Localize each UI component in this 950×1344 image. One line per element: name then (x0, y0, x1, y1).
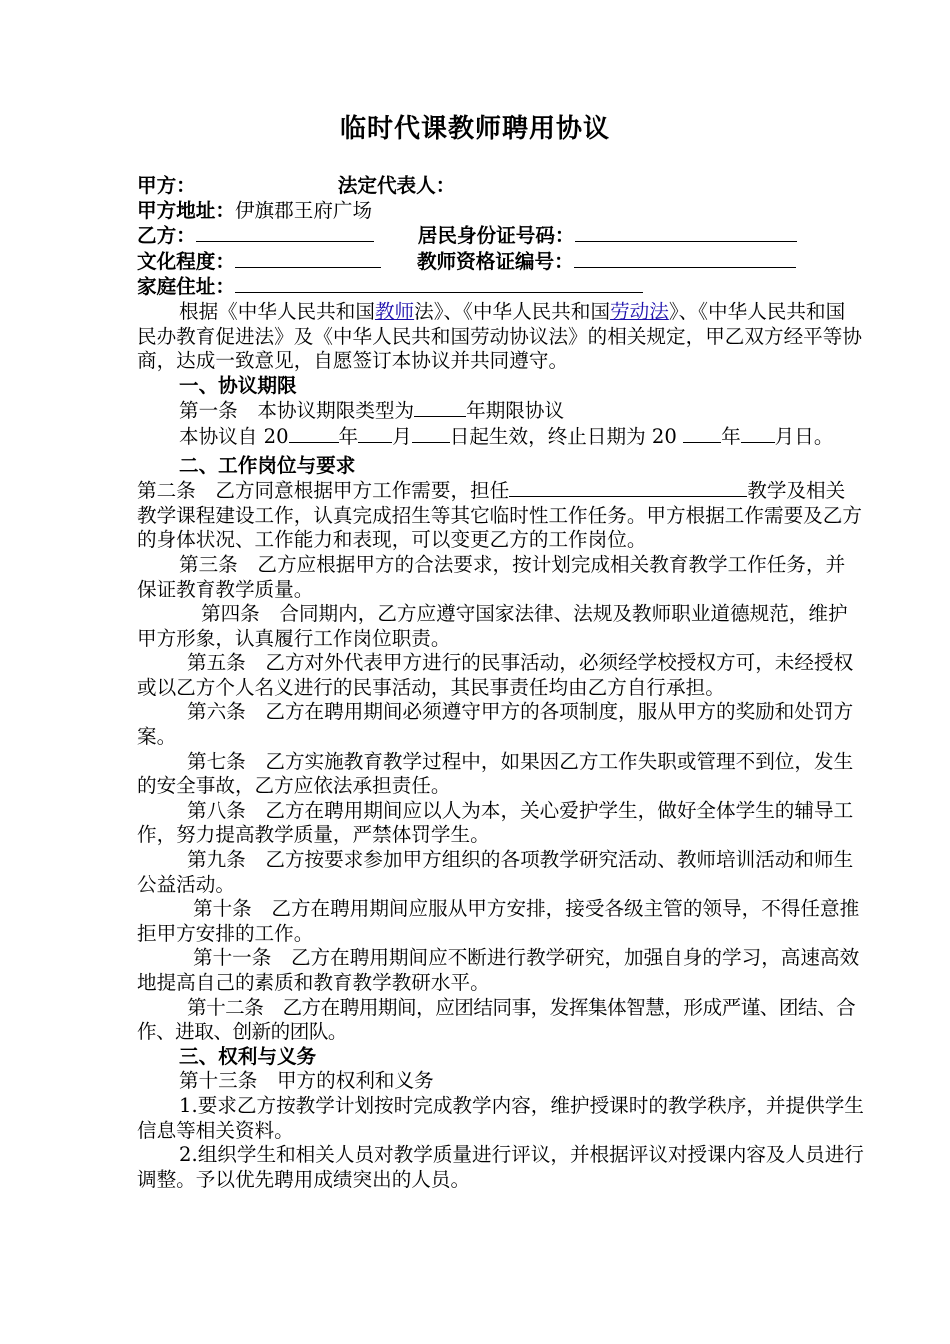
date-text-a: 本协议自 20 (179, 424, 289, 448)
id-number-blank[interactable] (575, 223, 797, 242)
section-2-heading: 二、工作岗位与要求 (179, 453, 356, 477)
article-4: 第四条 合同期内，乙方应遵守国家法律、法规及教师职业道德规范，维护甲方形象，认真履行工作岗位职责。 (137, 602, 848, 650)
party-b-label: 乙方： (137, 224, 196, 248)
legal-rep-label: 法定代表人： (337, 174, 456, 197)
party-a-address-line (137, 199, 864, 224)
labor-law-link[interactable]: 劳动法 (610, 299, 669, 323)
date-text-e: 年 (721, 424, 741, 448)
education-blank[interactable] (235, 249, 381, 268)
article-2-text-a: 第二条 乙方同意根据甲方工作需要，担任 (137, 479, 510, 503)
party-a-address-value: 伊旗郡王府广场 (234, 198, 373, 222)
intro-text-3: 》、《中华人民共和国民办教育促进法》及《中华人民共和国劳动协议法》的相关规定，甲乙双方经平等协商，达成一致意见，自愿签订本协议并共同遵守。 (137, 299, 862, 373)
party-a-line (137, 174, 864, 199)
list-item: 2.组织学生和相关人员对教学质量进行评议，并根据评议对授课内容及人员进行调整。予以优先聘用成绩突出的人员。 (137, 1143, 864, 1191)
party-b-blank[interactable] (196, 223, 374, 242)
effective-date-line (137, 424, 864, 450)
document-title: 临时代课教师聘用协议 (339, 114, 610, 144)
date-text-c: 月 (392, 424, 412, 448)
date-text-g: 日。 (794, 424, 834, 448)
article-10: 第十条 乙方在聘用期间应服从甲方安排，接受各级主管的领导，不得任意推拒甲方安排的工作。 (137, 897, 860, 945)
party-a-label: 甲方： (137, 174, 196, 197)
start-day-blank[interactable] (412, 424, 450, 443)
party-a-address-label: 甲方地址： (137, 198, 235, 222)
article-7: 第七条 乙方实施教育教学过程中，如果因乙方工作失职或管理不到位，发生的安全事故，乙方应依法承担责任。 (137, 749, 854, 798)
list-item: 1.要求乙方按教学计划按时完成教学内容，维护授课时的教学秩序，并提供学生信息等相关资料。 (137, 1093, 864, 1142)
article-9: 第九条 乙方按要求参加甲方组织的各项教学研究活动、教师培训活动和师生公益活动。 (137, 848, 854, 896)
article-2-text-b: 教学及相关教学课程建设工作，认真完成招生等其它临时性工作任务。甲方根据工作需要及乙方的身体状况、工作能力和表现，可以变更乙方的工作岗位。 (137, 479, 862, 552)
article-13: 第十三条 甲方的权利和义务 (179, 1069, 434, 1093)
education-label: 文化程度： (137, 249, 235, 273)
start-month-blank[interactable] (358, 424, 392, 443)
intro-paragraph (137, 300, 864, 374)
home-address-blank[interactable] (235, 274, 643, 293)
position-blank[interactable] (509, 478, 747, 497)
term-years-blank[interactable] (414, 398, 466, 417)
intro-text-2: 法》、《中华人民共和国 (414, 299, 611, 323)
end-month-blank[interactable] (741, 424, 775, 443)
article-1 (137, 398, 864, 424)
article-11: 第十一条 乙方在聘用期间应不断进行教学研究，加强自身的学习，高速高效地提高自己的素质和教育教学教研水平。 (137, 946, 860, 994)
party-b-line (137, 223, 864, 249)
home-address-label: 家庭住址： (137, 275, 235, 299)
article-12: 第十二条 乙方在聘用期间，应团结同事，发挥集体智慧，形成严谨、团结、合作、进取、创新的团队。 (137, 995, 856, 1044)
date-text-f: 月 (774, 424, 795, 448)
home-address-line (137, 274, 864, 300)
article-8: 第八条 乙方在聘用期间应以人为本，关心爱护学生，做好全体学生的辅导工作，努力提高教学质量，严禁体罚学生。 (137, 798, 854, 847)
date-text-b: 年 (338, 424, 359, 448)
article-3: 第三条 乙方应根据甲方的合法要求，按计划完成相关教育教学工作任务，并保证教育教学质量。 (137, 552, 846, 601)
end-year-blank[interactable] (683, 424, 721, 443)
date-text-d: 日起生效，终止日期为 20 (449, 424, 684, 448)
article-5: 第五条 乙方对外代表甲方进行的民事活动，必须经学校授权方可，未经授权或以乙方个人名义进行的民事活动，其民事责任均由乙方自行承担。 (137, 651, 854, 699)
article-1-text: 第一条 本协议期限类型为 (179, 399, 415, 423)
intro-text-1: 根据《中华人民共和国 (179, 299, 375, 323)
section-3-heading: 三、权利与义务 (179, 1044, 317, 1068)
article-6: 第六条 乙方在聘用期间必须遵守甲方的各项制度，服从甲方的奖励和处罚方案。 (137, 700, 854, 749)
teacher-cert-blank[interactable] (574, 249, 796, 268)
education-line (137, 249, 864, 275)
article-2 (137, 478, 864, 553)
article-1-suffix: 年期限协议 (466, 399, 565, 423)
document-body (137, 174, 864, 1192)
section-1-heading: 一、协议期限 (179, 373, 297, 397)
id-number-label: 居民身份证号码： (417, 224, 575, 248)
start-year-blank[interactable] (289, 424, 339, 443)
teacher-cert-label: 教师资格证编号： (416, 249, 574, 273)
teacher-law-link[interactable]: 教师 (374, 299, 415, 323)
